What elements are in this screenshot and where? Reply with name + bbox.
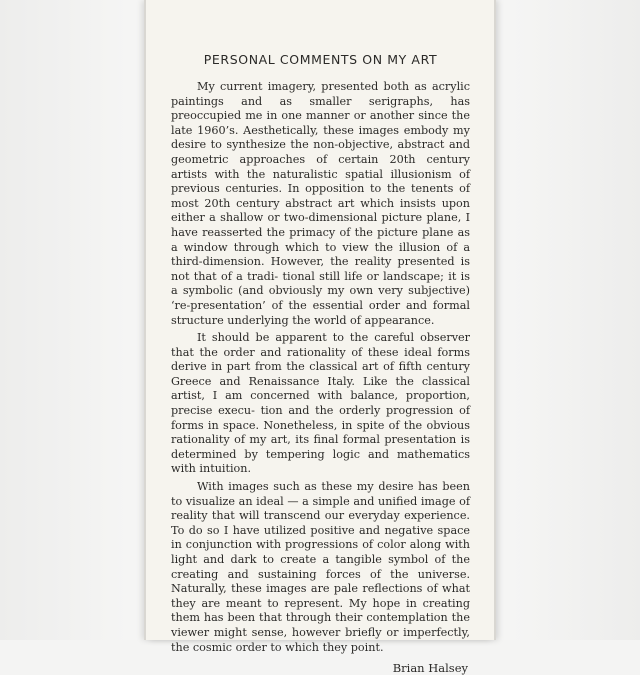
- printed-card: [146, 0, 494, 675]
- paragraph-2: It should be apparent to the careful observer that the order and rationality of these ideal forms derive in part from the classical art of fifth century Greece and Renaissance Italy. Like the classical artist, I am concerned with balance, proportion, precise execu- tion and the orderly progression of forms in space. Nonetheless, in spite of the obvious rationality of my art, its final formal presentation is determined by tempering logic and mathematics with intuition.: [171, 331, 470, 476]
- author-signature: Brian Halsey: [392, 661, 468, 675]
- document-title: PERSONAL COMMENTS ON MY ART: [203, 52, 438, 67]
- paragraph-3: With images such as these my desire has been to visualize an ideal — a simple and unified image of reality that will transcend our everyday experience. To do so I have utilized positive and negative space in conjunction with progressions of color along with light and dark to create a tangible symbol of the creating and sustaining forces of the universe. Naturally, these images are pale reflections of what they are meant to represent. My hope in creating them has been that through their contemplation the viewer might sense, however briefly or imperfectly, the cosmic order to which they point.: [171, 480, 470, 654]
- paragraph-1: My current imagery, presented both as acrylic paintings and as smaller serigraphs, has preoccupied me in one manner or another since the late 1960’s. Aesthetically, these images embody my desire to synthesize the non-objective, abstract and geometric approaches of certain 20th century artists with the naturalistic spatial illusionism of previous centuries. In opposition to the tenents of most 20th century abstract art which insists upon either a shallow or two-dimensional picture plane, I have reasserted the primacy of the picture plane as a window through which to view the illusion of a third-dimension. However, the reality presented is not that of a tradi- tional still life or landscape; it is a symbolic (and obviously my own very subjective) ‘re-presentation’ of the essential order and formal structure underlying the world of appearance.: [171, 80, 470, 327]
